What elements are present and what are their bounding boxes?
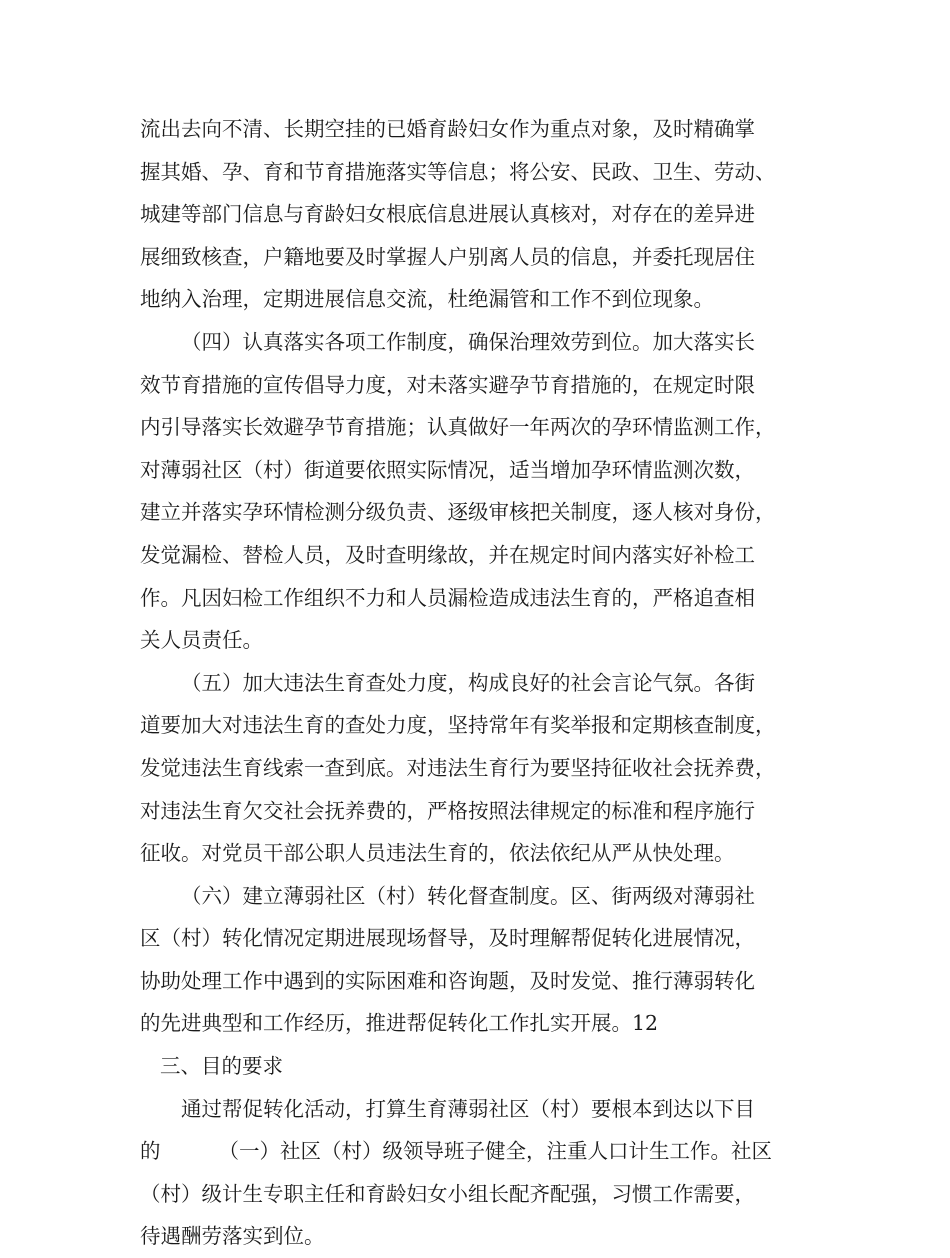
text-line: 关人员责任。 bbox=[140, 628, 263, 653]
text-line: 对违法生育欠交社会抚养费的，严格按照法律规定的标准和程序施行 bbox=[140, 798, 755, 823]
section-5-heading-line: （五）加大违法生育查处力度，构成良好的社会言论气氛。各街 bbox=[181, 670, 755, 695]
text-line: 待遇酬劳落实到位。 bbox=[140, 1224, 325, 1249]
text-line: 建立并落实孕环情检测分级负责、逐级审核把关制度，逐人核对身份， bbox=[140, 500, 776, 525]
text-line: 效节育措施的宣传倡导力度，对未落实避孕节育措施的，在规定时限 bbox=[140, 372, 755, 397]
section-6-heading-line: （六）建立薄弱社区（村）转化督查制度。区、街两级对薄弱社 bbox=[181, 883, 755, 908]
text-line: 协助处理工作中遇到的实际困难和咨询题，及时发觉、推行薄弱转化 bbox=[140, 968, 755, 993]
text-line: 的先进典型和工作经历，推进帮促转化工作扎实开展。12 bbox=[140, 1011, 659, 1036]
text-line: 城建等部门信息与育龄妇女根底信息进展认真核对，对存在的差异进 bbox=[140, 202, 755, 227]
text-line: 道要加大对违法生育的查处力度，坚持常年有奖举报和定期核查制度， bbox=[140, 713, 776, 738]
text-line: （村）级计生专职主任和育龄妇女小组长配齐配强，习惯工作需要， bbox=[140, 1181, 755, 1206]
section-3-heading: 三、目的要求 bbox=[160, 1054, 283, 1079]
text-fragment: 的 bbox=[140, 1139, 161, 1164]
body-text bbox=[140, 108, 820, 1258]
text-line: 征收。对党员干部公职人员违法生育的，依法依纪从严从快处理。 bbox=[140, 841, 735, 866]
text-line: 通过帮促转化活动，打算生育薄弱社区（村）要根本到达以下目 bbox=[181, 1096, 755, 1121]
text-line: 作。凡因妇检工作组织不力和人员漏检造成违法生育的，严格追查相 bbox=[140, 585, 755, 610]
text-line: 对薄弱社区（村）街道要依照实际情况，适当增加孕环情监测次数， bbox=[140, 457, 755, 482]
text-line: 握其婚、孕、育和节育措施落实等信息；将公安、民政、卫生、劳动、 bbox=[140, 159, 776, 184]
subsection-1-heading: （一）社区（村）级领导班子健全，注重人口计生工作。社区 bbox=[218, 1139, 772, 1164]
text-line: 内引导落实长效避孕节育措施；认真做好一年两次的孕环情监测工作， bbox=[140, 415, 776, 440]
text-line: 展细致核查，户籍地要及时掌握人户别离人员的信息，并委托现居住 bbox=[140, 244, 755, 269]
mixed-line bbox=[140, 1130, 820, 1173]
text-line: 流出去向不清、长期空挂的已婚育龄妇女作为重点对象，及时精确掌 bbox=[140, 117, 755, 141]
text-line: 发觉漏检、替检人员，及时查明缘故，并在规定时间内落实好补检工 bbox=[140, 542, 755, 567]
text-line: 发觉违法生育线索一查到底。对违法生育行为要坚持征收社会抚养费， bbox=[140, 755, 776, 780]
text-line: 区（村）转化情况定期进展现场督导，及时理解帮促转化进展情况， bbox=[140, 926, 755, 951]
text-line: 地纳入治理，定期进展信息交流，杜绝漏管和工作不到位现象。 bbox=[140, 287, 714, 312]
section-4-heading-line: （四）认真落实各项工作制度，确保治理效劳到位。加大落实长 bbox=[181, 329, 755, 354]
